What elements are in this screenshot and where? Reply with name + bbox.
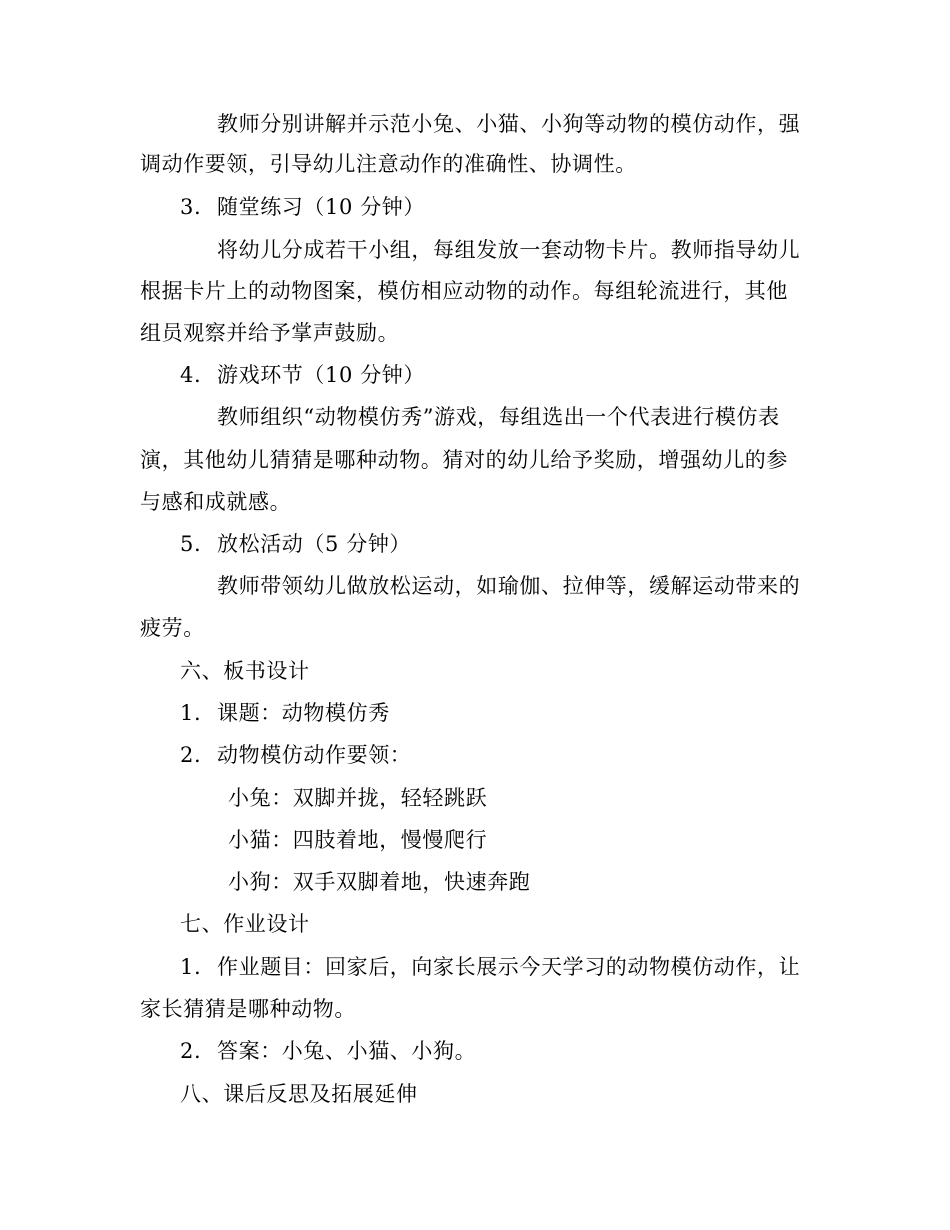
paragraph-line: 将幼儿分成若干小组，每组发放一套动物卡片。教师指导幼儿	[217, 238, 801, 262]
numbered-heading	[180, 361, 425, 389]
item-number: 2.	[180, 1039, 202, 1063]
numbered-item	[180, 953, 800, 981]
sub-item: 小兔：双脚并拢，轻轻跳跃	[228, 786, 488, 810]
item-number: 4.	[180, 363, 202, 387]
paragraph-line: 根据卡片上的动物图案，模仿相应动物的动作。每组轮流进行，其他	[140, 279, 788, 303]
section-heading: 六、板书设计	[180, 659, 310, 683]
item-text: 随堂练习（10 分钟）	[217, 195, 425, 219]
item-text: 课题：动物模仿秀	[217, 701, 390, 725]
sub-item: 小狗：双手双脚着地，快速奔跑	[228, 870, 531, 894]
item-text: 动物模仿动作要领：	[217, 743, 412, 767]
item-text: 游戏环节（10 分钟）	[217, 363, 425, 387]
numbered-item	[180, 1037, 476, 1065]
item-text: 答案：小兔、小猫、小狗。	[217, 1039, 477, 1063]
item-number: 1.	[180, 701, 202, 725]
numbered-heading	[180, 193, 425, 221]
paragraph-line: 教师带领幼儿做放松运动，如瑜伽、拉伸等，缓解运动带来的	[217, 574, 801, 598]
item-number: 5.	[180, 532, 202, 556]
item-text: 放松活动（5 分钟）	[217, 532, 412, 556]
paragraph-line: 组员观察并给予掌声鼓励。	[140, 321, 400, 345]
item-number: 2.	[180, 743, 202, 767]
numbered-item	[180, 699, 390, 727]
paragraph-line: 教师组织“动物模仿秀”游戏，每组选出一个代表进行模仿表	[217, 405, 780, 429]
numbered-heading	[180, 530, 411, 558]
section-heading: 八、课后反思及拓展延伸	[180, 1082, 418, 1106]
paragraph-line: 演，其他幼儿猜猜是哪种动物。猜对的幼儿给予奖励，增强幼儿的参	[140, 448, 788, 472]
item-number: 1.	[180, 955, 202, 979]
item-number: 3.	[180, 195, 202, 219]
paragraph-line: 调动作要领，引导幼儿注意动作的准确性、协调性。	[140, 152, 637, 176]
paragraph-line: 与感和成就感。	[140, 490, 292, 514]
paragraph-line: 家长猜猜是哪种动物。	[140, 997, 356, 1021]
item-text: 作业题目：回家后，向家长展示今天学习的动物模仿动作，让	[217, 955, 801, 979]
section-heading: 七、作业设计	[180, 912, 310, 936]
numbered-item	[180, 741, 411, 769]
sub-item: 小猫：四肢着地，慢慢爬行	[228, 828, 488, 852]
paragraph-line: 疲劳。	[140, 616, 205, 640]
paragraph-line: 教师分别讲解并示范小兔、小猫、小狗等动物的模仿动作，强	[217, 112, 801, 136]
